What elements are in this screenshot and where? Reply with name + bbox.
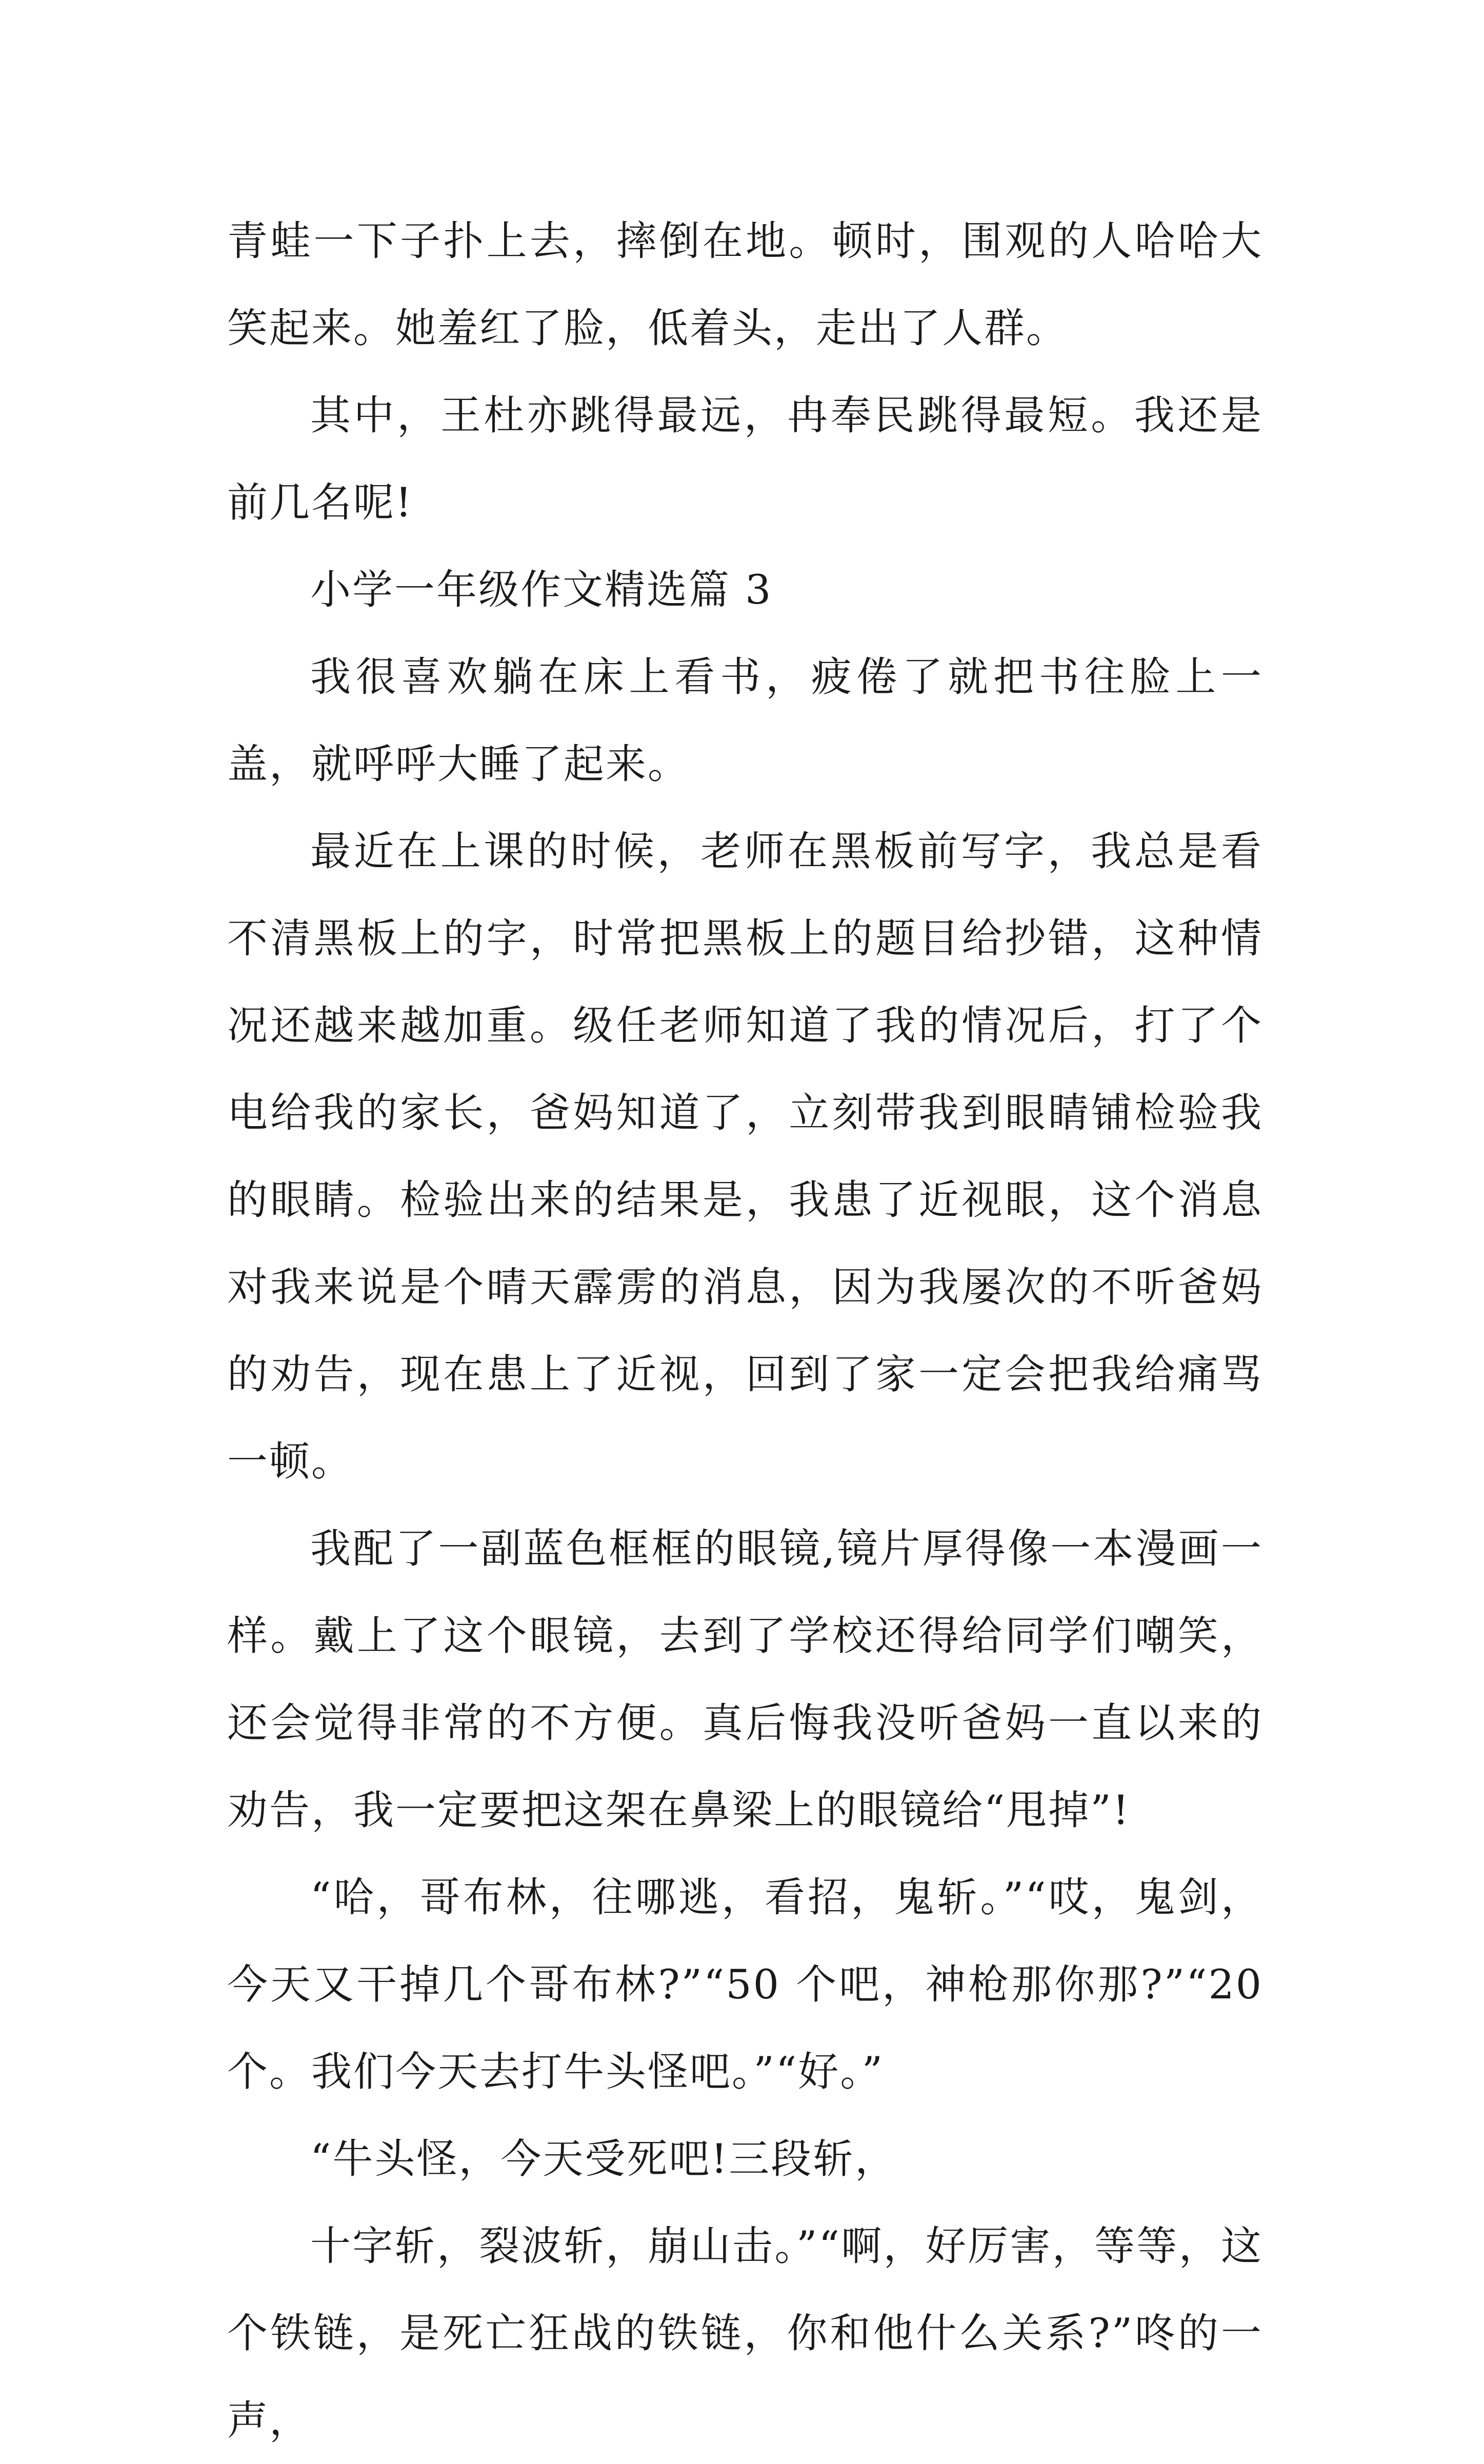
paragraph: 十字斩，裂波斩，崩山击。”“啊，好厉害，等等，这个铁链，是死亡狂战的铁链，你和他什么关系?”咚的一声， <box>227 2222 1263 2444</box>
paragraph: “哈，哥布林，往哪逃，看招，鬼斩。”“哎，鬼剑，今天又干掉几个哥布林?”“50 个吧，神枪那你那?”“20 个。我们今天去打牛头怪吧。”“好。” <box>227 1874 1263 2095</box>
paragraph: 我很喜欢躺在床上看书，疲倦了就把书往脸上一盖，就呼呼大睡了起来。 <box>227 653 1263 788</box>
paragraph-continuation: 青蛙一下子扑上去，摔倒在地。顿时，围观的人哈哈大笑起来。她羞红了脸，低着头，走出了人群。 <box>227 217 1263 352</box>
paragraph: 我配了一副蓝色框框的眼镜,镜片厚得像一本漫画一样。戴上了这个眼镜，去到了学校还得给同学们嘲笑，还会觉得非常的不方便。真后悔我没听爸妈一直以来的劝告，我一定要把这架在鼻梁上的眼镜给“甩掉”! <box>227 1525 1263 1834</box>
paragraph: 其中，王杜亦跳得最远，冉奉民跳得最短。我还是前几名呢! <box>227 392 1263 526</box>
document-body <box>227 197 1263 2464</box>
paragraph: 最近在上课的时候，老师在黑板前写字，我总是看不清黑板上的字，时常把黑板上的题目给抄错，这种情况还越来越加重。级任老师知道了我的情况后，打了个电给我的家长，爸妈知道了，立刻带我到眼睛铺检验我的眼睛。检验出来的结果是，我患了近视眼，这个消息对我来说是个晴天霹雳的消息，因为我屡次的不听爸妈的劝告，现在患上了近视，回到了家一定会把我给痛骂一顿。 <box>227 828 1263 1485</box>
section-heading: 小学一年级作文精选篇 3 <box>310 566 773 613</box>
paragraph: “牛头怪，今天受死吧!三段斩， <box>310 2135 897 2182</box>
